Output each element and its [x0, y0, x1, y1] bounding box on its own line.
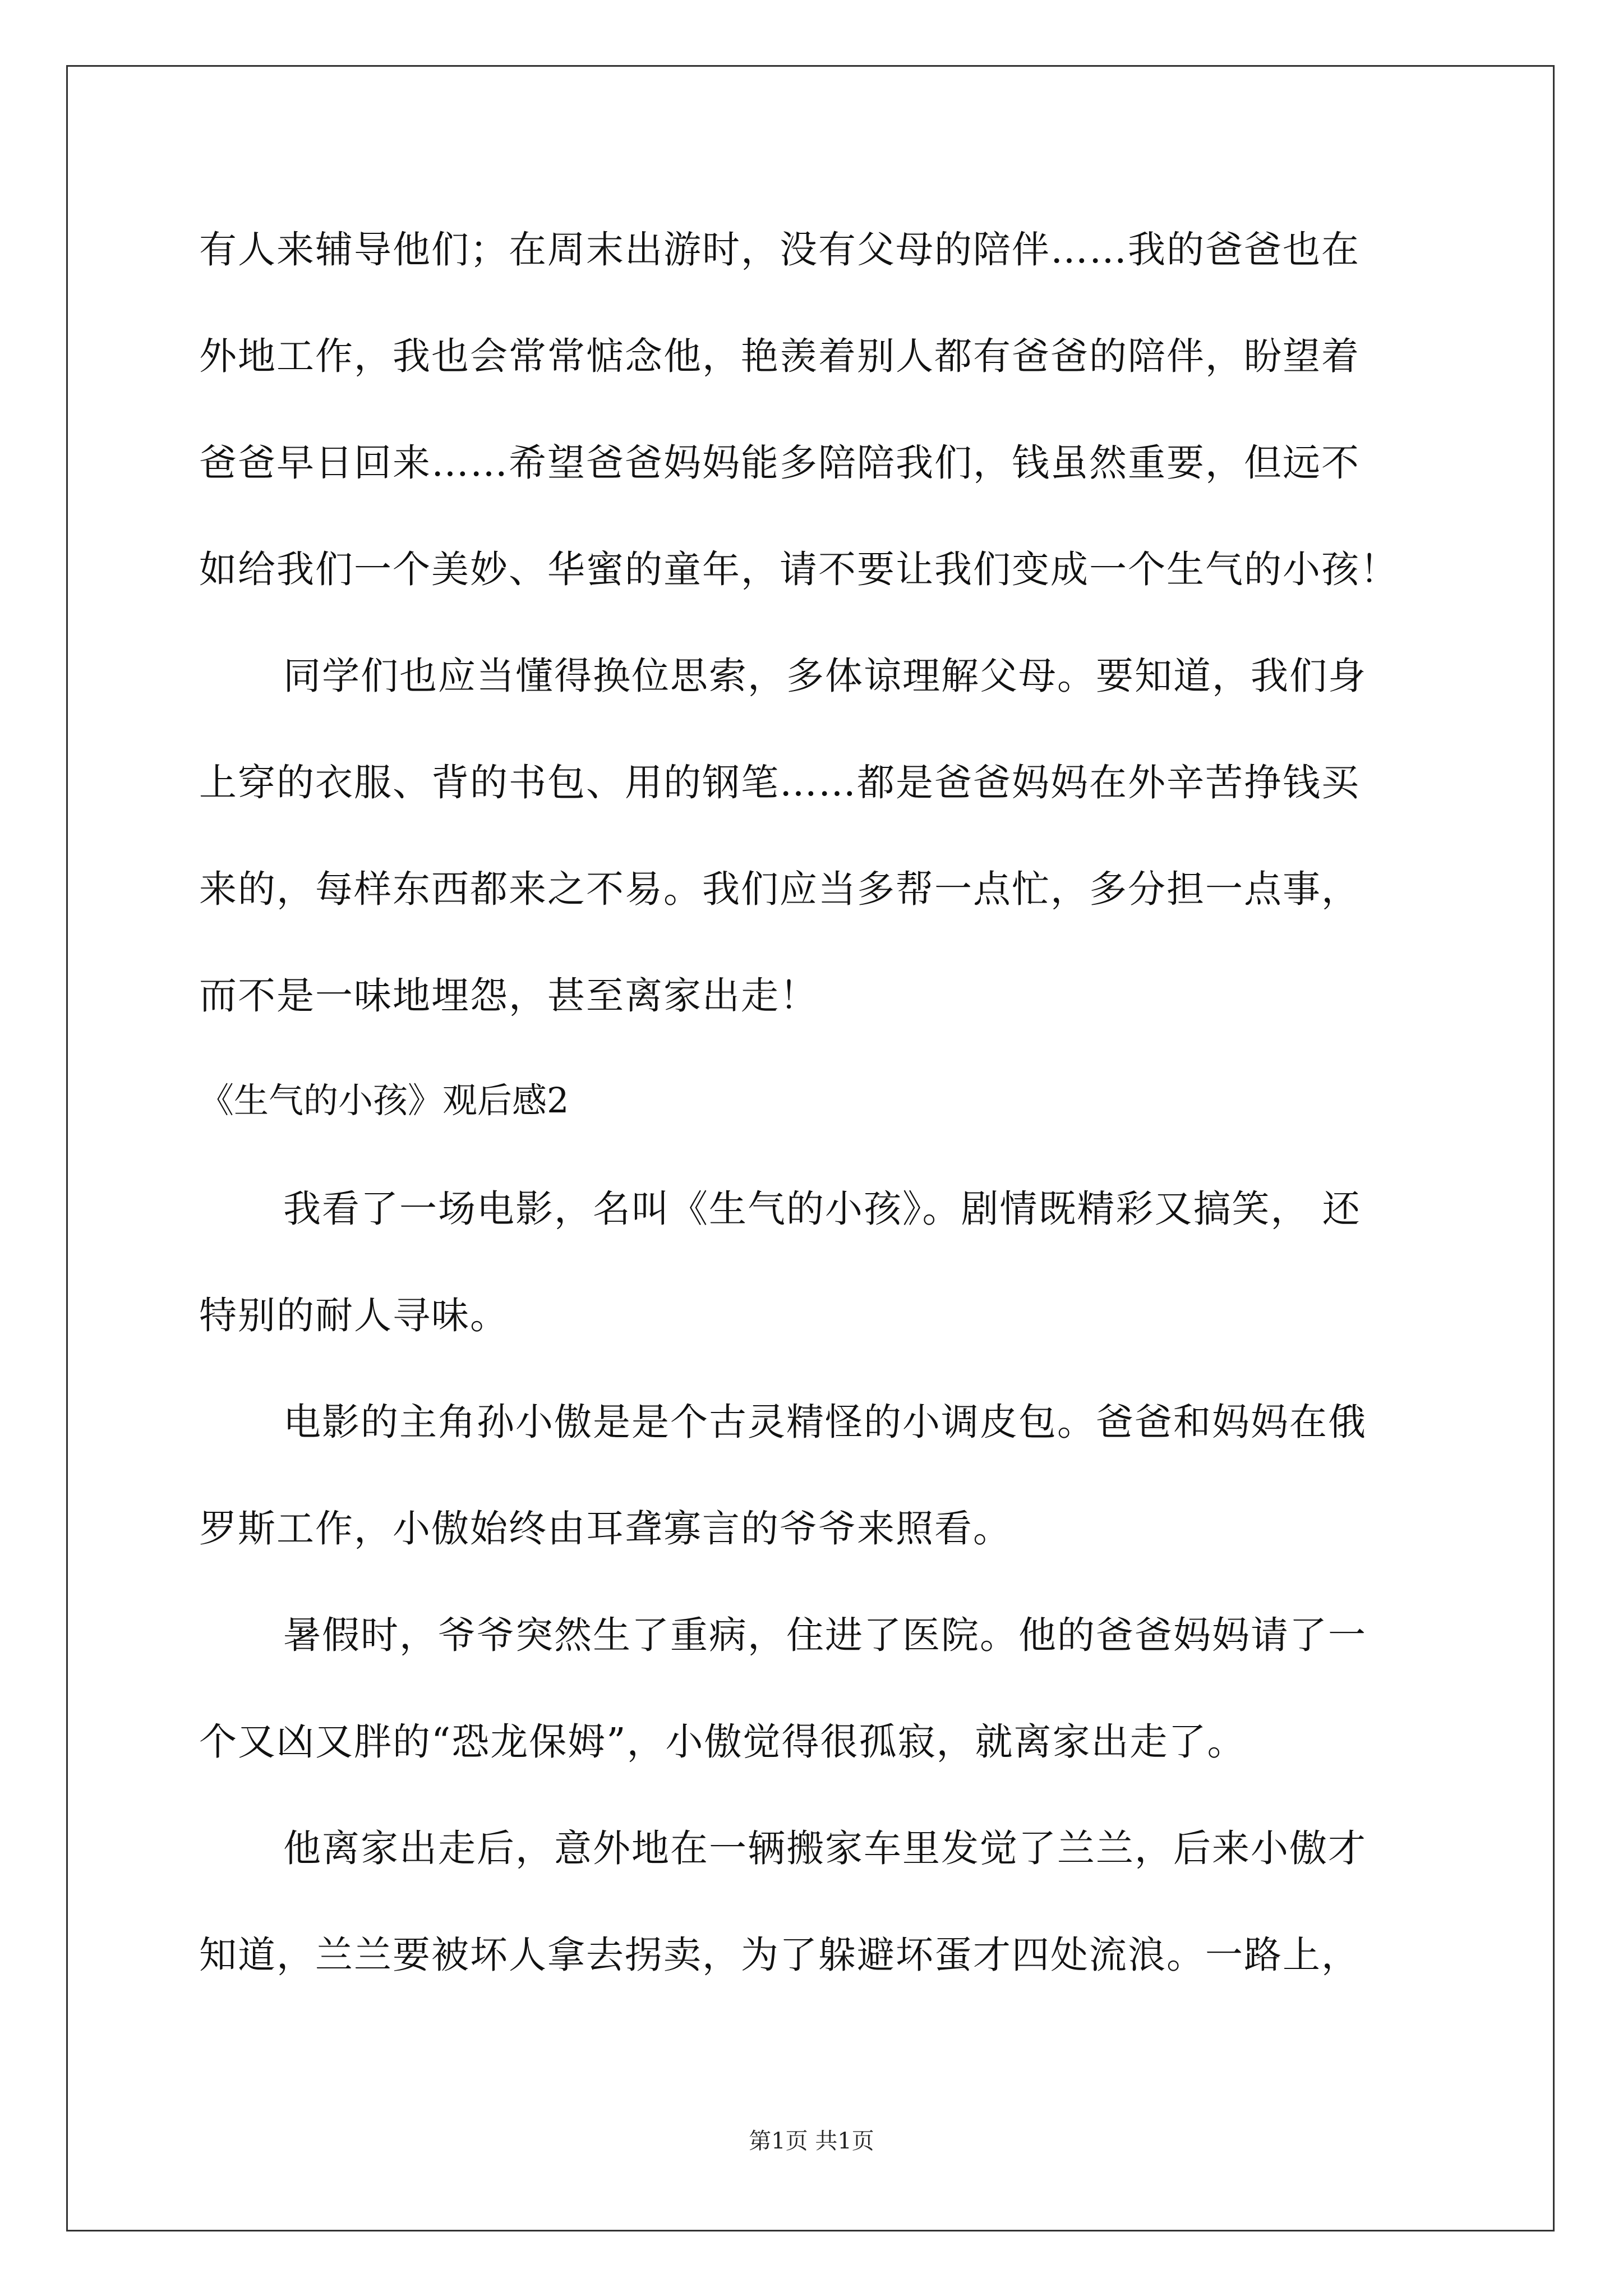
text-line: 暑假时，爷爷突然生了重病，住进了医院。他的爸爸妈妈请了一: [283, 1613, 1367, 1657]
page-footer: 第1页 共1页: [749, 2128, 874, 2154]
text-line: 外地工作，我也会常常惦念他，艳羡着别人都有爸爸的陪伴，盼望着: [199, 334, 1360, 378]
text-line: 个又凶又胖的“恐龙保姆”，小傲觉得很孤寂，就离家出走了。: [199, 1720, 1246, 1764]
page-border: [66, 65, 1555, 2231]
text-line: 如给我们一个美妙、华蜜的童年，请不要让我们变成一个生气的小孩！: [199, 547, 1399, 591]
section-title: 《生气的小孩》观后感2: [199, 1080, 569, 1121]
text-line: 我看了一场电影，名叫《生气的小孩》。剧情既精彩又搞笑， 还: [283, 1187, 1361, 1231]
text-line: 知道，兰兰要被坏人拿去拐卖，为了躲避坏蛋才四处流浪。一路上，: [199, 1933, 1360, 1977]
text-line: 他离家出走后，意外地在一辆搬家车里发觉了兰兰，后来小傲才: [283, 1826, 1367, 1870]
text-line: 电影的主角孙小傲是是个古灵精怪的小调皮包。爸爸和妈妈在俄: [283, 1400, 1367, 1444]
text-line: 而不是一味地埋怨，甚至离家出走！: [199, 974, 818, 1018]
text-line: 罗斯工作，小傲始终由耳聋寡言的爷爷来照看。: [199, 1507, 1012, 1550]
text-line: 来的，每样东西都来之不易。我们应当多帮一点忙，多分担一点事，: [199, 867, 1360, 911]
text-line: 特别的耐人寻味。: [199, 1294, 509, 1337]
text-line: 爸爸早日回来……希望爸爸妈妈能多陪陪我们，钱虽然重要，但远不: [199, 441, 1360, 485]
text-line: 有人来辅导他们；在周末出游时，没有父母的陪伴……我的爸爸也在: [199, 228, 1360, 272]
text-line: 上穿的衣服、背的书包、用的钢笔……都是爸爸妈妈在外辛苦挣钱买: [199, 761, 1360, 804]
text-line: 同学们也应当懂得换位思索，多体谅理解父母。要知道，我们身: [283, 654, 1367, 698]
